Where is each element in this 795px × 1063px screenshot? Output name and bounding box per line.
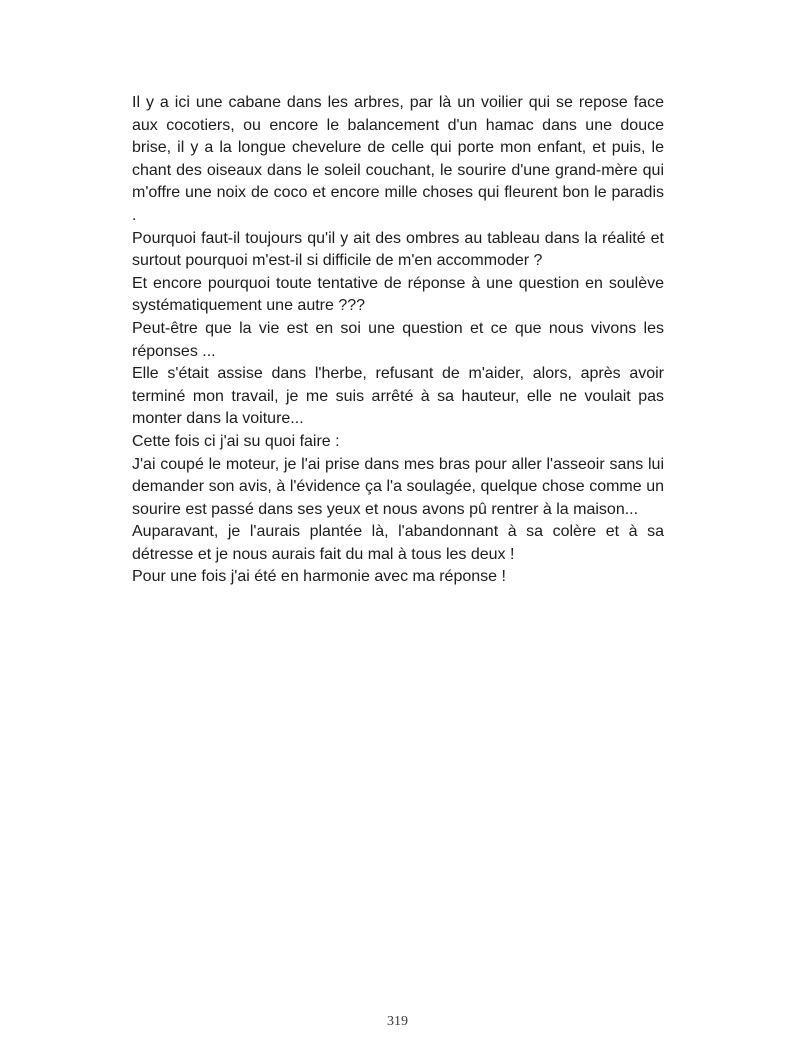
paragraph: Il y a ici une cabane dans les arbres, par là un voilier qui se repose face aux cocotiers, ou encore le balancement d'un hamac dans une douce brise, il y a la longue chevelure de celle qui porte mon enfant, et puis, le chant des oiseaux dans le soleil couchant, le sourire d'une grand-mère qui m'offre une noix de coco et encore mille choses qui fleurent bon le paradis . [132, 94, 664, 224]
paragraph: Cette fois ci j'ai su quoi faire : [132, 432, 340, 450]
paragraph: Auparavant, je l'aurais plantée là, l'abandonnant à sa colère et à sa détresse et je nous aurais fait du mal à tous les deux ! [132, 523, 664, 563]
paragraph: J'ai coupé le moteur, je l'ai prise dans mes bras pour aller l'asseoir sans lui demander son avis, à l'évidence ça l'a soulagée, quelque chose comme un sourire est passé dans ses yeux et nous avons pû rentrer à la maison... [132, 455, 664, 518]
paragraph: Pour une fois j'ai été en harmonie avec ma réponse ! [132, 568, 506, 586]
paragraph: Peut-être que la vie est en soi une question et ce que nous vivons les réponses ... [132, 319, 664, 360]
paragraph: Et encore pourquoi toute tentative de réponse à une question en soulève systématiquement une autre ??? [132, 274, 664, 315]
body-text [132, 92, 664, 589]
page-number: 319 [387, 1014, 408, 1029]
paragraph: Elle s'était assise dans l'herbe, refusant de m'aider, alors, après avoir terminé mon travail, je me suis arrêté à sa hauteur, elle ne voulait pas monter dans la voiture... [132, 365, 664, 428]
paragraph: Pourquoi faut-il toujours qu'il y ait des ombres au tableau dans la réalité et surtout pourquoi m'est-il si difficile de m'en accommoder ? [132, 229, 664, 270]
